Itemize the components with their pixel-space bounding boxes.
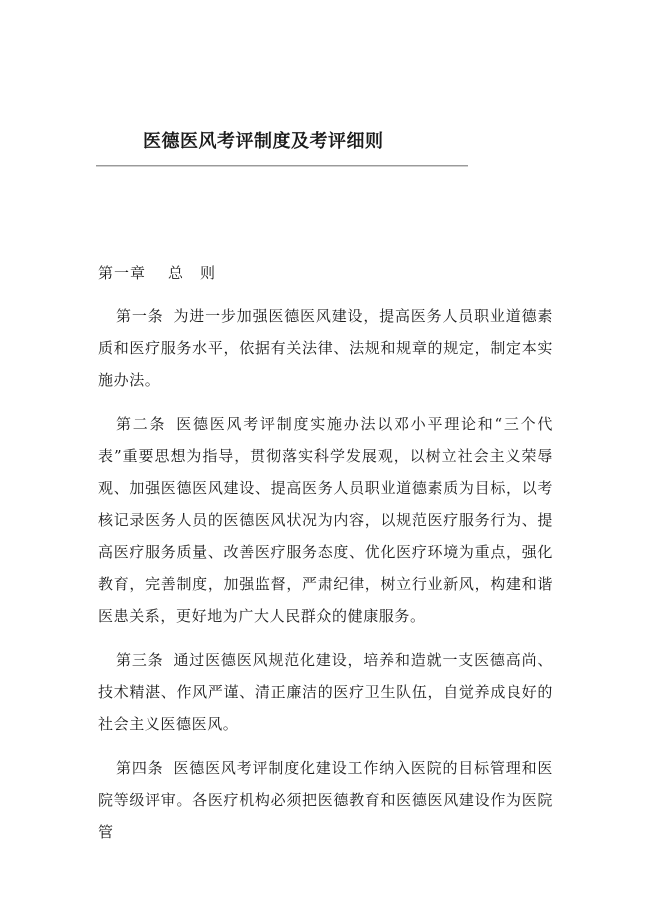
article-text: 通过医德医风规范化建设，培养和造就一支医德高尚、技术精湛、作风严谨、清正廉洁的医疗卫生队伍，自觉养成良好的社会主义医德医风。 <box>98 651 553 733</box>
article-label: 第四条 <box>116 759 164 777</box>
title-divider <box>96 165 468 167</box>
article-1 <box>98 300 553 396</box>
article-label: 第二条 <box>116 415 167 433</box>
document-title: 医德医风考评制度及考评细则 <box>143 131 384 152</box>
article-label: 第三条 <box>116 651 164 669</box>
chapter-number: 第一章 <box>98 264 147 282</box>
article-4 <box>98 752 553 848</box>
article-2 <box>98 408 553 632</box>
article-label: 第一条 <box>116 307 164 325</box>
article-3 <box>98 644 553 740</box>
document-body <box>98 300 553 860</box>
article-text: 医德医风考评制度实施办法以邓小平理论和“三个代表”重要思想为指导，贯彻落实科学发展观，以树立社会主义荣辱观、加强医德医风建设、提高医务人员职业道德素质为目标，以考核记录医务人员的医德医风状况为内容，以规范医疗服务行为、提高医疗服务质量、改善医疗服务态度、优化医疗环境为重点，强化教育，完善制度，加强监督，严肃纪律，树立行业新风，构建和谐医患关系，更好地为广大人民群众的健康服务。 <box>98 415 553 625</box>
chapter-heading <box>98 262 216 283</box>
article-text: 医德医风考评制度化建设工作纳入医院的目标管理和医院等级评审。各医疗机构必须把医德教育和医德医风建设作为医院管 <box>98 759 553 841</box>
chapter-name: 总 则 <box>168 264 217 282</box>
article-text: 为进一步加强医德医风建设，提高医务人员职业道德素质和医疗服务水平，依据有关法律、法规和规章的规定，制定本实施办法。 <box>98 307 553 389</box>
